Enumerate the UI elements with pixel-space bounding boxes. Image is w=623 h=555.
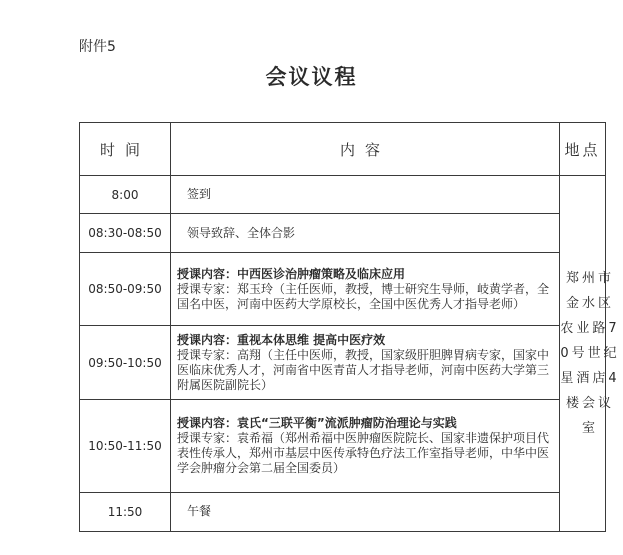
header-place: 地点 [560, 123, 606, 176]
row-time: 10:50-11:50 [80, 400, 171, 492]
row-content: 领导致辞、全体合影 [171, 214, 560, 253]
row-content [171, 253, 560, 326]
table-row [80, 253, 606, 326]
row-time: 08:30-08:50 [80, 214, 171, 253]
session-topic: 授课内容：重视本体思维 提高中医疗效 [177, 332, 386, 347]
session-speaker: 授课专家：郑玉玲（主任医师，教授，博士研究生导师，岐黄学者，全国名中医，河南中医药大学原校长，全国中医优秀人才指导老师） [177, 281, 550, 311]
session-speaker: 授课专家：袁希福（郑州希福中医肿瘤医院院长、国家非遗保护项目代表性传承人，郑州市基层中医传承特色疗法工作室指导老师，中华中医学会肿瘤分会第二届全国委员） [177, 431, 550, 476]
venue-text: 郑州市金水区农业路70号世纪星酒店4楼会议室 [560, 271, 620, 437]
row-content: 午餐 [171, 492, 560, 531]
venue-cell [560, 176, 620, 532]
table-row [80, 176, 606, 214]
session-topic: 授课内容：袁氏“三联平衡”流派肿瘤防治理论与实践 [177, 416, 457, 431]
table-row [80, 214, 606, 253]
header-time: 时间 [80, 123, 171, 176]
row-time: 11:50 [80, 492, 171, 531]
row-content: 签到 [171, 176, 560, 214]
table-row [80, 326, 606, 400]
agenda-table [79, 122, 620, 532]
row-content [171, 326, 560, 400]
table-row [80, 400, 606, 492]
header-content: 内容 [171, 123, 560, 176]
row-time: 8:00 [80, 176, 171, 214]
page-title: 会议议程 [265, 64, 358, 89]
session-topic: 授课内容：中西医诊治肿瘤策略及临床应用 [177, 266, 406, 281]
table-header-row [80, 123, 606, 176]
row-content [171, 400, 560, 492]
row-time: 09:50-10:50 [80, 326, 171, 400]
session-speaker: 授课专家：高翔（主任中医师，教授，国家级肝胆脾胃病专家，国家中医临床优秀人才，河南省中医青苗人才指导老师，河南中医药大学第三附属医院副院长） [177, 347, 550, 392]
row-time: 08:50-09:50 [80, 253, 171, 326]
table-row [80, 492, 606, 531]
annex-label: 附件5 [79, 39, 116, 55]
